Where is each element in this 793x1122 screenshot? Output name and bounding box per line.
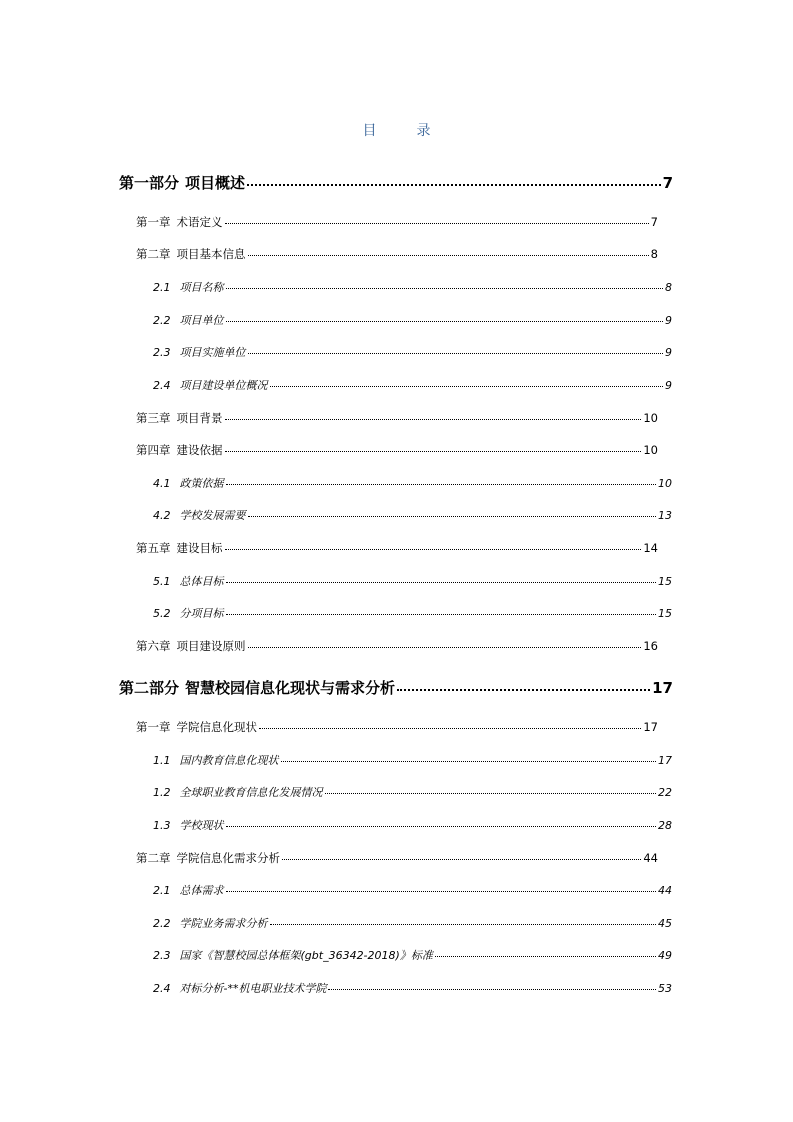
- toc-entry-text: 智慧校园信息化现状与需求分析: [185, 679, 396, 697]
- toc-entry-label: [153, 882, 224, 898]
- dot-leader: [435, 956, 656, 957]
- toc-entry-section[interactable]: [153, 882, 672, 898]
- toc-entry-label: [153, 573, 224, 589]
- toc-entry-label: [153, 752, 279, 768]
- toc-entry-number: 第六章: [136, 639, 171, 653]
- toc-entry-text: 学校现状: [179, 819, 224, 832]
- toc-entry-section[interactable]: [153, 377, 672, 393]
- toc-title: 目录: [362, 123, 471, 139]
- dot-leader: [270, 386, 664, 387]
- dot-leader: [247, 184, 661, 186]
- toc-entry-text: 政策依据: [179, 477, 224, 490]
- toc-entry-label: [136, 850, 280, 866]
- toc-entry-page: 22: [658, 786, 672, 799]
- toc-entry-text: 建设依据: [176, 443, 223, 457]
- toc-entry-label: [153, 817, 224, 833]
- dot-leader: [226, 321, 664, 322]
- toc-entry-text: 项目基本信息: [176, 247, 246, 261]
- dot-leader: [226, 582, 657, 583]
- toc-entry-label: [153, 784, 323, 800]
- toc-entry-number: 第三章: [136, 411, 171, 425]
- toc-entry-page: 9: [665, 346, 672, 359]
- toc-entry-section[interactable]: [153, 817, 672, 833]
- dot-leader: [226, 826, 657, 827]
- toc-entry-label: [153, 377, 268, 393]
- toc-entry-label: [136, 442, 223, 458]
- toc-entry-page: 10: [643, 443, 658, 457]
- toc-entry-text: 项目建设原则: [176, 639, 246, 653]
- toc-entry-page: 13: [658, 509, 672, 522]
- dot-leader: [226, 614, 657, 615]
- toc-entry-number: 1.2: [153, 786, 171, 799]
- toc-entry-chapter[interactable]: [136, 540, 658, 556]
- toc-entry-page: 7: [650, 215, 658, 229]
- toc-entry-text: 学院信息化现状: [176, 720, 257, 734]
- toc-entry-number: 2.2: [153, 314, 171, 327]
- dot-leader: [248, 353, 664, 354]
- toc-entry-label: [153, 915, 268, 931]
- toc-entry-label: [136, 214, 223, 230]
- dot-leader: [325, 793, 657, 794]
- toc-entry-number: 4.1: [153, 477, 171, 490]
- toc-entry-section[interactable]: [153, 312, 672, 328]
- toc-entry-page: 14: [643, 541, 658, 555]
- toc-entry-text: 对标分析-**机电职业技术学院: [179, 982, 327, 995]
- toc-entry-text: 项目背景: [176, 411, 223, 425]
- toc-entry-section[interactable]: [153, 980, 672, 996]
- toc-entry-text: 术语定义: [176, 215, 223, 229]
- toc-entry-part[interactable]: [119, 677, 673, 698]
- toc-entry-text: 国内教育信息化现状: [179, 754, 279, 767]
- dot-leader: [226, 288, 664, 289]
- toc-entry-text: 全球职业教育信息化发展情况: [179, 786, 323, 799]
- toc-entry-page: 9: [665, 379, 672, 392]
- toc-entry-page: 17: [643, 720, 658, 734]
- toc-entry-label: [153, 344, 246, 360]
- toc-entry-number: 第二章: [136, 851, 171, 865]
- toc-entry-text: 学校发展需要: [179, 509, 246, 522]
- toc-entry-page: 10: [658, 477, 672, 490]
- toc-entry-label: [153, 947, 433, 963]
- toc-entry-text: 建设目标: [176, 541, 223, 555]
- toc-entry-label: [153, 279, 224, 295]
- toc-entry-page: 49: [658, 949, 672, 962]
- toc-entry-page: 53: [658, 982, 672, 995]
- toc-entry-label: [136, 638, 246, 654]
- toc-entry-section[interactable]: [153, 344, 672, 360]
- dot-leader: [226, 484, 657, 485]
- dot-leader: [225, 451, 642, 452]
- dot-leader: [248, 647, 642, 648]
- toc-entry-section[interactable]: [153, 752, 672, 768]
- toc-entry-text: 学院信息化需求分析: [176, 851, 280, 865]
- toc-entry-label: [153, 312, 224, 328]
- toc-entry-number: 5.1: [153, 575, 171, 588]
- toc-entry-number: 第二部分: [119, 679, 180, 697]
- toc-entry-number: 2.4: [153, 379, 171, 392]
- toc-entry-chapter[interactable]: [136, 442, 658, 458]
- toc-entry-number: 第二章: [136, 247, 171, 261]
- toc-entry-text: 分项目标: [179, 607, 224, 620]
- toc-entry-text: 项目实施单位: [179, 346, 246, 359]
- dot-leader: [226, 891, 657, 892]
- toc-entry-number: 4.2: [153, 509, 171, 522]
- toc-entry-text: 国家《智慧校园总体框架(gbt_36342-2018)》标准: [179, 949, 433, 962]
- toc-entry-page: 16: [643, 639, 658, 653]
- toc-entry-label: [136, 410, 223, 426]
- toc-entry-number: 第一章: [136, 720, 171, 734]
- toc-entry-number: 2.3: [153, 346, 171, 359]
- toc-entry-page: 7: [662, 174, 673, 192]
- toc-entry-chapter[interactable]: [136, 410, 658, 426]
- toc-entry-chapter[interactable]: [136, 246, 658, 262]
- toc-entry-number: 1.3: [153, 819, 171, 832]
- toc-entry-number: 第五章: [136, 541, 171, 555]
- toc-entry-label: [153, 605, 224, 621]
- toc-entry-chapter[interactable]: [136, 214, 658, 230]
- toc-entry-number: 2.1: [153, 884, 171, 897]
- dot-leader: [225, 223, 649, 224]
- toc-entry-number: 2.3: [153, 949, 171, 962]
- toc-entry-section[interactable]: [153, 915, 672, 931]
- toc-entry-text: 学院业务需求分析: [179, 917, 268, 930]
- toc-entry-page: 8: [665, 281, 672, 294]
- dot-leader: [328, 989, 656, 990]
- dot-leader: [248, 516, 657, 517]
- toc-entry-page: 15: [658, 607, 672, 620]
- toc-entry-label: [153, 507, 246, 523]
- toc-entry-text: 项目概述: [185, 174, 246, 192]
- dot-leader: [282, 859, 641, 860]
- toc-entry-number: 第四章: [136, 443, 171, 457]
- toc-entry-section[interactable]: [153, 279, 672, 295]
- toc-entry-text: 项目名称: [179, 281, 224, 294]
- dot-leader: [225, 549, 642, 550]
- toc-entry-section[interactable]: [153, 573, 672, 589]
- toc-entry-label: [119, 172, 245, 193]
- toc-entry-number: 5.2: [153, 607, 171, 620]
- toc-entry-section[interactable]: [153, 784, 672, 800]
- toc-entry-text: 项目单位: [179, 314, 224, 327]
- toc-entry-number: 2.4: [153, 982, 171, 995]
- toc-entry-label: [136, 246, 246, 262]
- toc-entry-section[interactable]: [153, 605, 672, 621]
- toc-entry-page: 15: [658, 575, 672, 588]
- dot-leader: [259, 728, 641, 729]
- dot-leader: [225, 419, 642, 420]
- toc-entry-page: 45: [658, 917, 672, 930]
- toc-entry-label: [153, 475, 224, 491]
- toc-entry-label: [153, 980, 326, 996]
- toc-entry-label: [119, 677, 395, 698]
- toc-entry-number: 2.2: [153, 917, 171, 930]
- dot-leader: [397, 689, 650, 691]
- toc-entry-text: 项目建设单位概况: [179, 379, 268, 392]
- toc-entry-number: 第一部分: [119, 174, 180, 192]
- toc-entry-page: 17: [652, 679, 673, 697]
- toc-entry-chapter[interactable]: [136, 719, 658, 735]
- dot-leader: [281, 761, 657, 762]
- toc-entry-page: 10: [643, 411, 658, 425]
- toc-entry-chapter[interactable]: [136, 638, 658, 654]
- toc-entry-section[interactable]: [153, 475, 672, 491]
- toc-entry-number: 2.1: [153, 281, 171, 294]
- toc-entry-label: [136, 719, 257, 735]
- toc-entry-page: 17: [658, 754, 672, 767]
- toc-entry-text: 总体需求: [179, 884, 224, 897]
- toc-entry-number: 1.1: [153, 754, 171, 767]
- toc-entry-page: 44: [643, 851, 658, 865]
- toc-entry-page: 9: [665, 314, 672, 327]
- toc-entry-text: 总体目标: [179, 575, 224, 588]
- toc-entry-number: 第一章: [136, 215, 171, 229]
- dot-leader: [248, 255, 649, 256]
- toc-entry-section[interactable]: [153, 507, 672, 523]
- toc-entry-page: 44: [658, 884, 672, 897]
- toc-entry-section[interactable]: [153, 947, 672, 963]
- toc-entry-page: 28: [658, 819, 672, 832]
- dot-leader: [270, 924, 657, 925]
- toc-entry-chapter[interactable]: [136, 850, 658, 866]
- toc-entry-label: [136, 540, 223, 556]
- toc-entry-part[interactable]: [119, 172, 673, 193]
- toc-entry-page: 8: [650, 247, 658, 261]
